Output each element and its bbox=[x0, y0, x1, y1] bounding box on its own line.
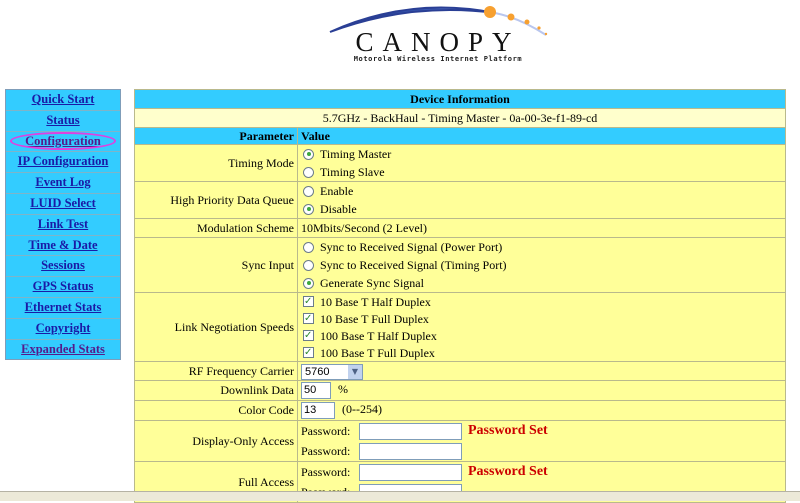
option-label: Sync to Received Signal (Power Port) bbox=[320, 240, 503, 254]
radio-hpdq-enable[interactable] bbox=[303, 186, 314, 197]
label-downlink-data: Downlink Data bbox=[135, 381, 298, 401]
rf-frequency-value: 5760 bbox=[305, 365, 330, 378]
label-rf-frequency-carrier: RF Frequency Carrier bbox=[135, 362, 298, 381]
label-color-code: Color Code bbox=[135, 401, 298, 421]
nav-link-quick-start[interactable]: Quick Start bbox=[31, 92, 95, 106]
radio-timing-master[interactable] bbox=[303, 149, 314, 160]
nav-item-quick-start[interactable] bbox=[6, 90, 120, 111]
highlight-circle bbox=[10, 132, 116, 150]
nav-link-event-log[interactable]: Event Log bbox=[35, 175, 91, 190]
column-header-parameter: Parameter bbox=[135, 128, 298, 145]
label-link-negotiation-speeds: Link Negotiation Speeds bbox=[135, 293, 298, 362]
nav-item-copyright[interactable] bbox=[6, 319, 120, 340]
downlink-data-input[interactable]: 50 bbox=[301, 382, 331, 399]
nav-link-link-test[interactable]: Link Test bbox=[37, 216, 89, 231]
speed-100-half-option[interactable] bbox=[301, 327, 782, 344]
label-high-priority-data-queue: High Priority Data Queue bbox=[135, 182, 298, 219]
option-label: 10 Base T Half Duplex bbox=[320, 294, 431, 309]
nav-link-ip-configuration[interactable]: IP Configuration bbox=[17, 154, 109, 169]
display-only-password-input[interactable] bbox=[359, 423, 462, 440]
label-full-access: Full Access bbox=[135, 462, 298, 503]
radio-sync-timing-port[interactable] bbox=[303, 260, 314, 271]
nav-link-configuration[interactable]: Configuration bbox=[25, 133, 101, 148]
configuration-table bbox=[134, 89, 786, 503]
column-header-value: Value bbox=[298, 128, 786, 145]
radio-generate-sync[interactable] bbox=[303, 278, 314, 289]
nav-link-gps-status[interactable]: GPS Status bbox=[32, 279, 94, 294]
nav-item-expanded-stats[interactable] bbox=[6, 340, 120, 360]
row-timing-mode bbox=[135, 145, 786, 182]
option-label: Disable bbox=[320, 202, 357, 216]
password-confirm-label: Password: bbox=[301, 443, 351, 458]
downlink-unit: % bbox=[338, 382, 348, 397]
timing-master-option[interactable] bbox=[301, 145, 782, 163]
brand-name: CANOPY bbox=[355, 27, 521, 57]
radio-sync-power-port[interactable] bbox=[303, 242, 314, 253]
nav-link-expanded-stats[interactable]: Expanded Stats bbox=[21, 341, 105, 356]
row-link-negotiation-speeds bbox=[135, 293, 786, 362]
checkbox-10-full[interactable] bbox=[303, 313, 314, 324]
nav-item-sessions[interactable] bbox=[6, 256, 120, 277]
label-timing-mode: Timing Mode bbox=[135, 145, 298, 182]
nav-item-luid-select[interactable] bbox=[6, 194, 120, 215]
sync-timing-port-option[interactable] bbox=[301, 256, 782, 274]
row-downlink-data bbox=[135, 381, 786, 401]
label-sync-input: Sync Input bbox=[135, 238, 298, 293]
nav-link-luid-select[interactable]: LUID Select bbox=[30, 195, 96, 210]
checkbox-100-half[interactable] bbox=[303, 330, 314, 341]
chevron-down-icon[interactable]: ▼ bbox=[348, 365, 362, 379]
canopy-logo bbox=[300, 0, 560, 72]
device-info-title: Device Information bbox=[135, 90, 786, 109]
label-display-only-access: Display-Only Access bbox=[135, 421, 298, 462]
nav-item-event-log[interactable] bbox=[6, 173, 120, 194]
radio-hpdq-disable[interactable] bbox=[303, 204, 314, 215]
nav-link-status[interactable]: Status bbox=[46, 112, 80, 127]
row-color-code bbox=[135, 401, 786, 421]
display-only-password-confirm-input[interactable] bbox=[359, 443, 462, 460]
checkbox-100-full[interactable] bbox=[303, 347, 314, 358]
option-label: 10 Base T Full Duplex bbox=[320, 311, 429, 326]
nav-item-status[interactable] bbox=[6, 111, 120, 132]
label-modulation-scheme: Modulation Scheme bbox=[135, 219, 298, 238]
row-sync-input bbox=[135, 238, 786, 293]
nav-link-copyright[interactable]: Copyright bbox=[35, 320, 91, 335]
sync-power-port-option[interactable] bbox=[301, 238, 782, 256]
modulation-scheme-value: 10Mbits/Second (2 Level) bbox=[298, 219, 786, 238]
nav-item-gps-status[interactable] bbox=[6, 277, 120, 298]
color-code-range: (0--254) bbox=[342, 402, 382, 417]
color-code-input[interactable]: 13 bbox=[301, 402, 335, 419]
nav-item-ip-configuration[interactable] bbox=[6, 152, 120, 173]
checkbox-10-half[interactable] bbox=[303, 296, 314, 307]
rf-frequency-select[interactable] bbox=[301, 364, 363, 380]
option-label: Timing Slave bbox=[320, 165, 385, 179]
option-label: 100 Base T Full Duplex bbox=[320, 345, 435, 360]
row-display-only-access bbox=[135, 421, 786, 462]
option-label: Sync to Received Signal (Timing Port) bbox=[320, 258, 507, 272]
option-label: 100 Base T Half Duplex bbox=[320, 328, 437, 343]
sidebar-nav bbox=[5, 89, 121, 360]
nav-item-ethernet-stats[interactable] bbox=[6, 298, 120, 319]
row-high-priority-data-queue bbox=[135, 182, 786, 219]
generate-sync-option[interactable] bbox=[301, 274, 782, 292]
radio-timing-slave[interactable] bbox=[303, 167, 314, 178]
full-access-password-input[interactable] bbox=[359, 464, 462, 481]
nav-item-configuration[interactable] bbox=[6, 132, 120, 153]
speed-10-half-option[interactable] bbox=[301, 293, 782, 310]
nav-link-time-date[interactable]: Time & Date bbox=[28, 237, 98, 252]
full-access-password-status: Password Set bbox=[468, 464, 548, 479]
device-summary: 5.7GHz - BackHaul - Timing Master - 0a-00-3e-f1-89-cd bbox=[135, 109, 786, 128]
option-label: Generate Sync Signal bbox=[320, 276, 424, 290]
hpdq-disable-option[interactable] bbox=[301, 200, 782, 218]
speed-10-full-option[interactable] bbox=[301, 310, 782, 327]
brand-tagline: Motorola Wireless Internet Platform bbox=[353, 55, 523, 63]
option-label: Timing Master bbox=[320, 147, 392, 161]
display-only-password-status: Password Set bbox=[468, 423, 548, 438]
timing-slave-option[interactable] bbox=[301, 163, 782, 181]
option-label: Enable bbox=[320, 184, 354, 198]
row-rf-frequency-carrier bbox=[135, 362, 786, 381]
nav-item-link-test[interactable] bbox=[6, 215, 120, 236]
password-label: Password: bbox=[301, 423, 351, 438]
nav-link-sessions[interactable]: Sessions bbox=[41, 258, 85, 273]
row-modulation-scheme bbox=[135, 219, 786, 238]
password-label: Password: bbox=[301, 464, 351, 479]
nav-item-time-date[interactable] bbox=[6, 236, 120, 257]
speed-100-full-option[interactable] bbox=[301, 344, 782, 361]
nav-link-ethernet-stats[interactable]: Ethernet Stats bbox=[24, 299, 102, 314]
hpdq-enable-option[interactable] bbox=[301, 182, 782, 200]
